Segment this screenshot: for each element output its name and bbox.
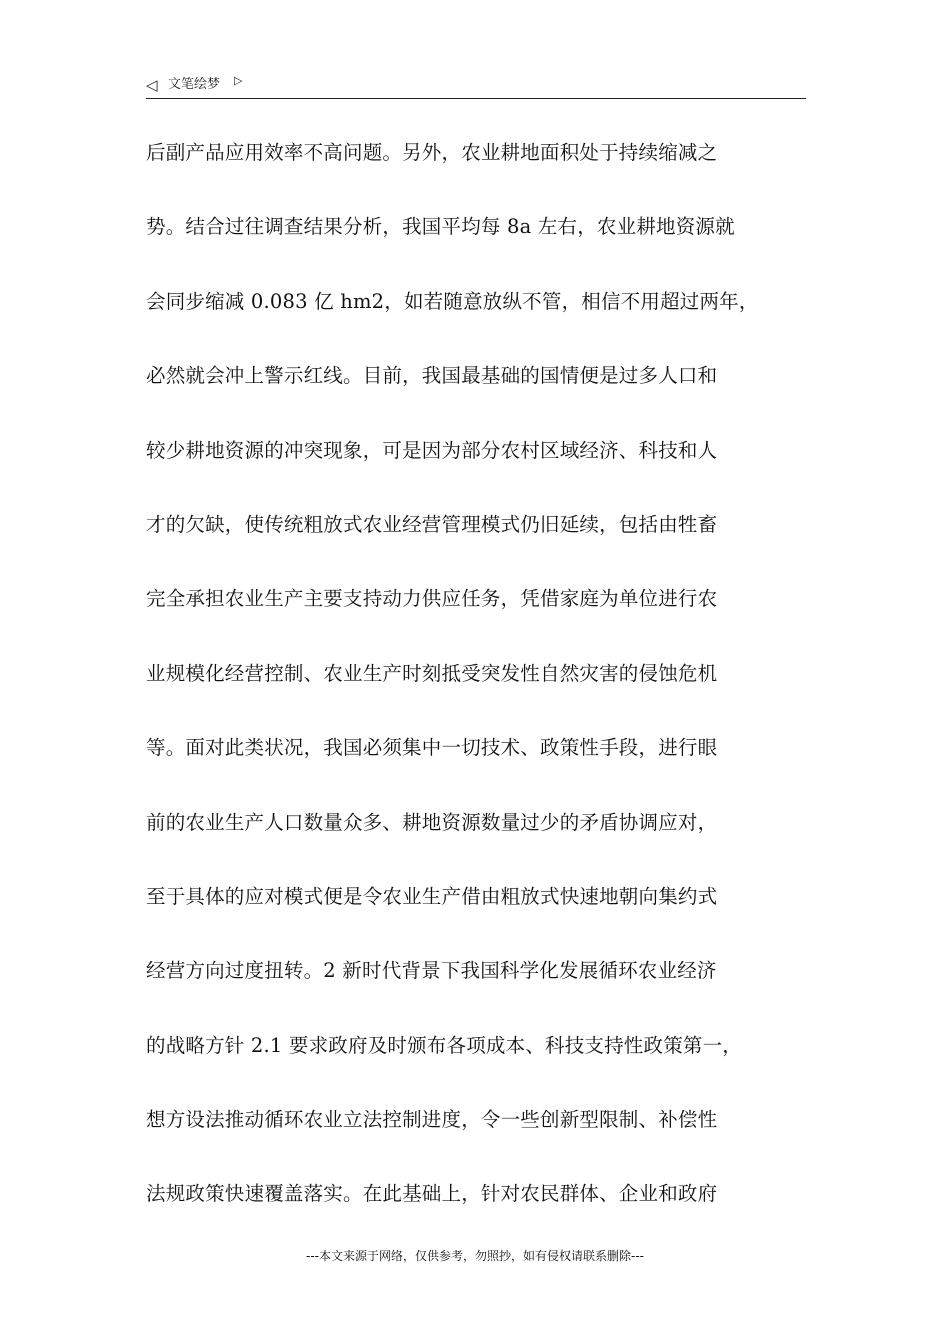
text-line: 较少耕地资源的冲突现象，可是因为部分农村区域经济、科技和人 [146, 438, 718, 462]
text-line: 才的欠缺，使传统粗放式农业经营管理模式仍旧延续，包括由牲畜 [146, 512, 718, 536]
text-line: 法规政策快速覆盖落实。在此基础上，针对农民群体、企业和政府 [146, 1182, 718, 1206]
text-line: 完全承担农业生产主要支持动力供应任务，凭借家庭为单位进行农 [146, 587, 718, 611]
page-footer: ---本文来源于网络，仅供参考，勿照抄，如有侵权请联系删除--- [306, 1249, 644, 1263]
document-body [146, 134, 811, 1250]
text-line: 必然就会冲上警示红线。目前，我国最基础的国情便是过多人口和 [146, 364, 718, 388]
text-line: 等。面对此类状况，我国必须集中一切技术、政策性手段，进行眼 [146, 736, 718, 760]
text-line: 想方设法推动循环农业立法控制进度，令一些创新型限制、补偿性 [146, 1108, 718, 1132]
text-line: 至于具体的应对模式便是令农业生产借由粗放式快速地朝向集约式 [146, 884, 718, 908]
text-line: 势。结合过往调查结果分析，我国平均每 8a 左右，农业耕地资源就 [146, 215, 735, 239]
text-line: 的战略方针 2.1 要求政府及时颁布各项成本、科技支持性政策第一， [146, 1033, 743, 1057]
header-title: 文笔绘梦 [168, 77, 221, 92]
text-line: 经营方向过度扭转。2 新时代背景下我国科学化发展循环农业经济 [146, 959, 717, 983]
page-header [146, 74, 806, 99]
triangle-right-icon: ▷ [234, 74, 243, 87]
text-line: 前的农业生产人口数量众多、耕地资源数量过少的矛盾协调应对， [146, 810, 718, 834]
triangle-left-icon: ◁ [146, 76, 158, 94]
text-line: 后副产品应用效率不高问题。另外，农业耕地面积处于持续缩减之 [146, 141, 718, 164]
text-line: 业规模化经营控制、农业生产时刻抵受突发性自然灾害的侵蚀危机 [146, 661, 718, 685]
text-line: 会同步缩减 0.083 亿 hm2，如若随意放纵不管，相信不用超过两年， [146, 289, 759, 313]
